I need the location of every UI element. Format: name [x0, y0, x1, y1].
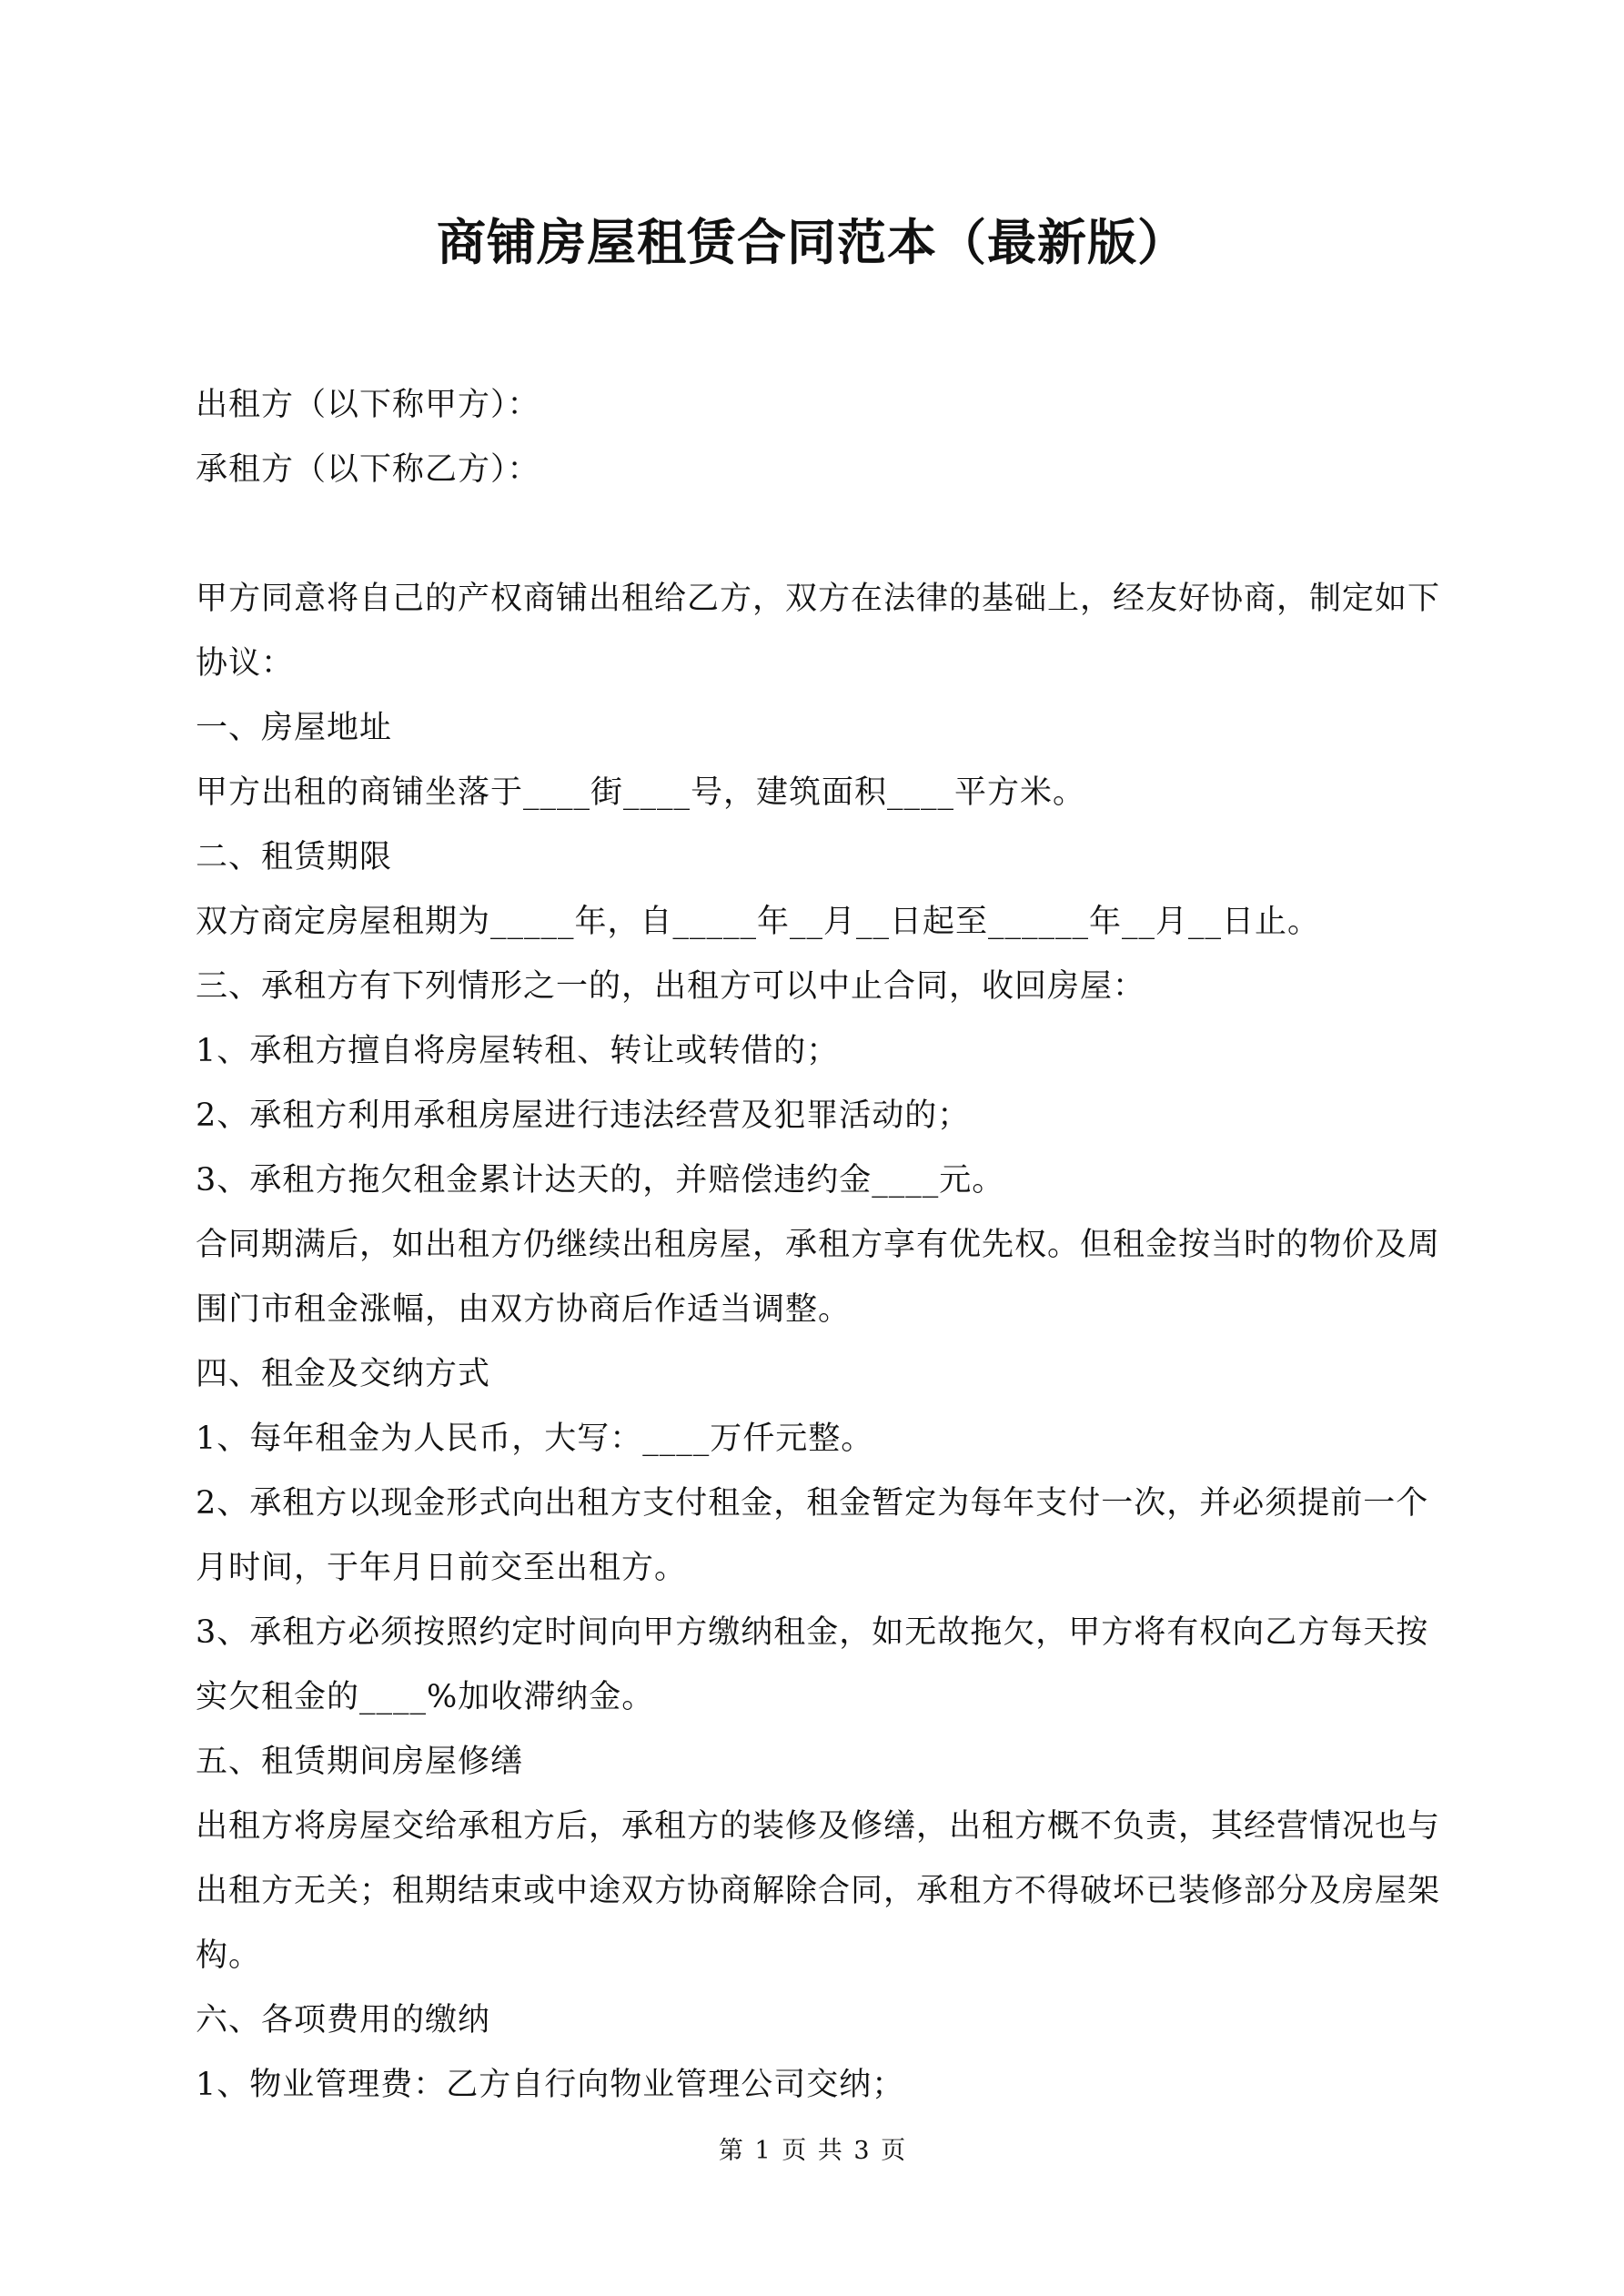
page-number-footer: 第 1 页 共 3 页	[718, 2137, 906, 2165]
text-line: 甲方出租的商铺坐落于____街____号，建筑面积____平方米。	[196, 774, 1086, 811]
section-heading: 四、租金及交纳方式	[196, 1356, 491, 1392]
text-line: 双方商定房屋租期为_____年，自_____年__月__日起至______年__月__日止。	[196, 904, 1321, 940]
section-heading: 六、各项费用的缴纳	[196, 2002, 491, 2038]
text-line: 2、承租方利用承租房屋进行违法经营及犯罪活动的；	[196, 1097, 971, 1134]
document-title: 商铺房屋租赁合同范本（最新版）	[437, 213, 1187, 271]
text-line: 承租方（以下称乙方）：	[196, 451, 540, 488]
text-line: 实欠租金的____%加收滞纳金。	[196, 1679, 655, 1715]
text-line: 构。	[196, 1937, 262, 1974]
section-heading: 二、租赁期限	[196, 839, 393, 875]
document-body	[196, 373, 1442, 2118]
text-line: 3、承租方必须按照约定时间向甲方缴纳租金，如无故拖欠，甲方将有权向乙方每天按	[196, 1614, 1429, 1651]
text-line: 月时间，于年月日前交至出租方。	[196, 1550, 688, 1586]
section-heading: 三、承租方有下列情形之一的，出租方可以中止合同，收回房屋：	[196, 968, 1146, 1005]
blank-line	[196, 502, 1442, 567]
text-line: 1、承租方擅自将房屋转租、转让或转借的；	[196, 1033, 840, 1069]
text-line: 3、承租方拖欠租金累计达天的，并赔偿违约金____元。	[196, 1162, 1005, 1199]
text-line: 合同期满后，如出租方仍继续出租房屋，承租方享有优先权。但租金按当时的物价及周	[196, 1227, 1441, 1263]
text-line: 出租方（以下称甲方）：	[196, 387, 540, 423]
text-line: 2、承租方以现金形式向出租方支付租金，租金暂定为每年支付一次，并必须提前一个	[196, 1485, 1429, 1522]
text-line: 甲方同意将自己的产权商铺出租给乙方，双方在法律的基础上，经友好协商，制定如下	[196, 581, 1441, 617]
text-line: 协议：	[196, 645, 295, 682]
text-line: 围门市租金涨幅，由双方协商后作适当调整。	[196, 1291, 852, 1328]
text-line: 1、每年租金为人民币，大写：____万仟元整。	[196, 1421, 874, 1457]
section-heading: 一、房屋地址	[196, 710, 393, 746]
text-line: 出租方无关；租期结束或中途双方协商解除合同，承租方不得破坏已装修部分及房屋架	[196, 1873, 1441, 1909]
text-line: 出租方将房屋交给承租方后，承租方的装修及修缮，出租方概不负责，其经营情况也与	[196, 1808, 1441, 1845]
text-line: 1、物业管理费：乙方自行向物业管理公司交纳；	[196, 2067, 905, 2103]
section-heading: 五、租赁期间房屋修缮	[196, 1744, 524, 1780]
